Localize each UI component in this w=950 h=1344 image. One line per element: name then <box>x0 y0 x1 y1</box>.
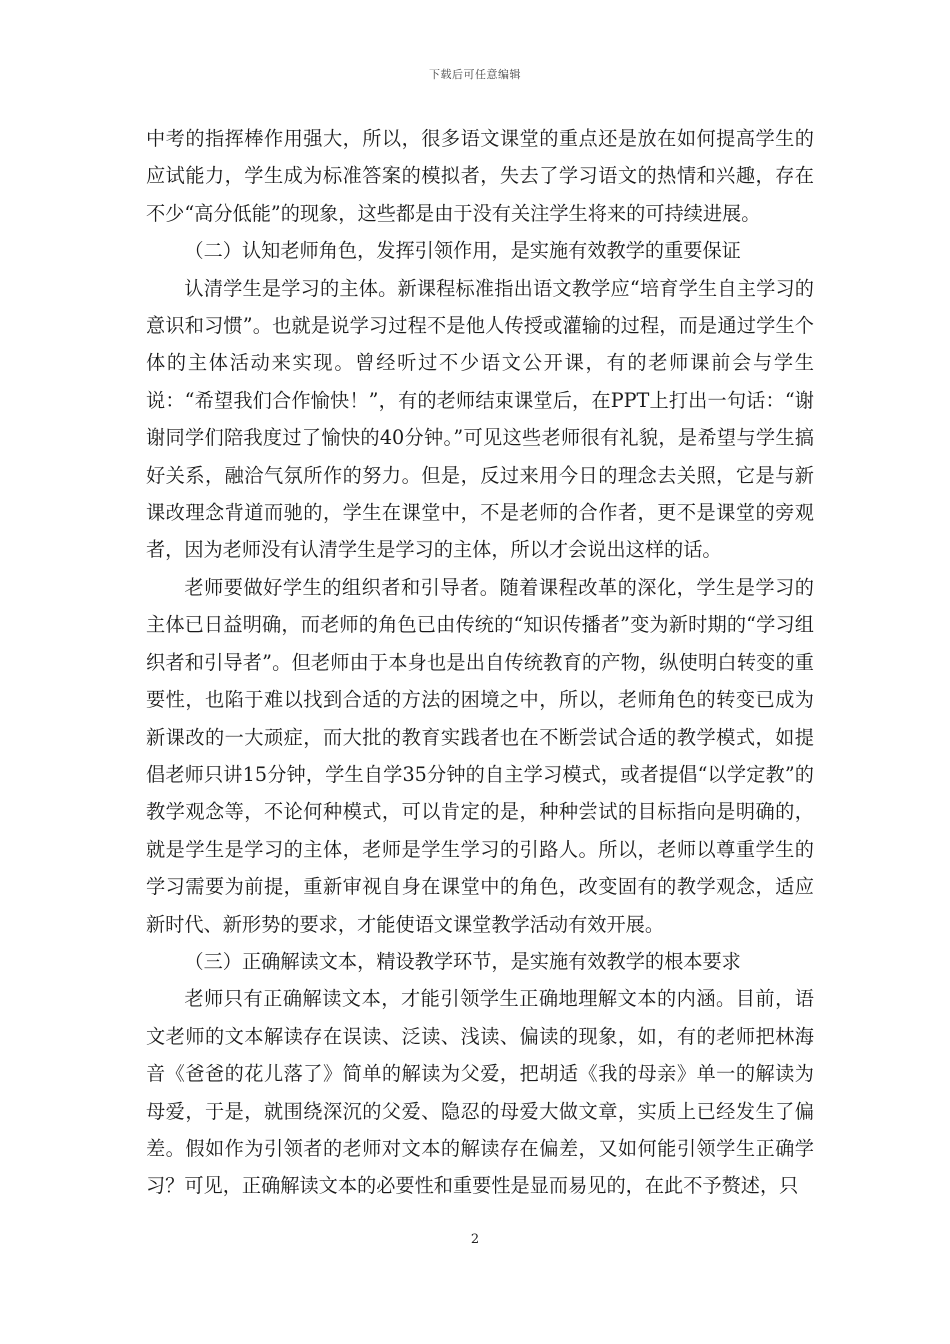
paragraph-text-interpretation: 老师只有正确解读文本，才能引领学生正确地理解文本的内涵。目前，语文老师的文本解读存在误读、泛读、浅读、偏读的现象，如，有的老师把林海音《爸爸的花儿落了》简单的解读为父爱，把胡适《我的母亲》单一的解读为母爱，于是，就围绕深沉的父爱、隐忍的母爱大做文章，实质上已经发生了偏差。假如作为引领者的老师对文本的解读存在偏差，又如何能引领学生正确学习？可见，正确解读文本的必要性和重要性是显而易见的，在此不予赘述，只 <box>146 987 814 1198</box>
section-heading-two: （二）认知老师角色，发挥引领作用，是实施有效教学的重要保证 <box>184 239 741 263</box>
page-number: 2 <box>470 1232 480 1247</box>
paragraph-teacher-role: 老师要做好学生的组织者和引导者。随着课程改革的深化，学生是学习的主体已日益明确，而老师的角色已由传统的“知识传播者”变为新时期的“学习组织者和引导者”。但老师由于本身也是出自传统教育的产物，纵使明白转变的重要性，也陷于难以找到合适的方法的困境之中，所以，老师角色的转变已成为新课改的一大顽症，而大批的教育实践者也在不断尝试合适的教学模式，如提倡老师只讲15分钟，学生自学35分钟的自主学习模式，或者提倡“以学定教”的教学观念等，不论何种模式，可以肯定的是，种种尝试的目标指向是明确的，就是学生是学习的主体，老师是学生学习的引路人。所以，老师以尊重学生的学习需要为前提，重新审视自身在课堂中的角色，改变固有的教学观念，适应新时代、新形势的要求，才能使语文课堂教学活动有效开展。 <box>146 575 814 936</box>
paragraph-continuation: 中考的指挥棒作用强大，所以，很多语文课堂的重点还是放在如何提高学生的应试能力，学生成为标准答案的模拟者，失去了学习语文的热情和兴趣，存在不少“高分低能”的现象，这些都是由于没有关注学生将来的可持续进展。 <box>146 127 814 225</box>
section-heading-three: （三）正确解读文本，精设教学环节，是实施有效教学的根本要求 <box>184 949 741 973</box>
paragraph-student-subject: 认清学生是学习的主体。新课程标准指出语文教学应“培育学生自主学习的意识和习惯”。也就是说学习过程不是他人传授或灌输的过程，而是通过学生个体的主体活动来实现。曾经听过不少语文公开课，有的老师课前会与学生说：“希望我们合作愉快！”，有的老师结束课堂后，在PPT上打出一句话：“谢谢同学们陪我度过了愉快的40分钟。”可见这些老师很有礼貌，是希望与学生搞好关系，融洽气氛所作的努力。但是，反过来用今日的理念去关照，它是与新课改理念背道而驰的，学生在课堂中，不是老师的合作者，更不是课堂的旁观者，因为老师没有认清学生是学习的主体，所以才会说出这样的话。 <box>146 276 814 562</box>
page-header: 下载后可任意编辑 <box>429 68 521 81</box>
document-body <box>146 120 814 1205</box>
